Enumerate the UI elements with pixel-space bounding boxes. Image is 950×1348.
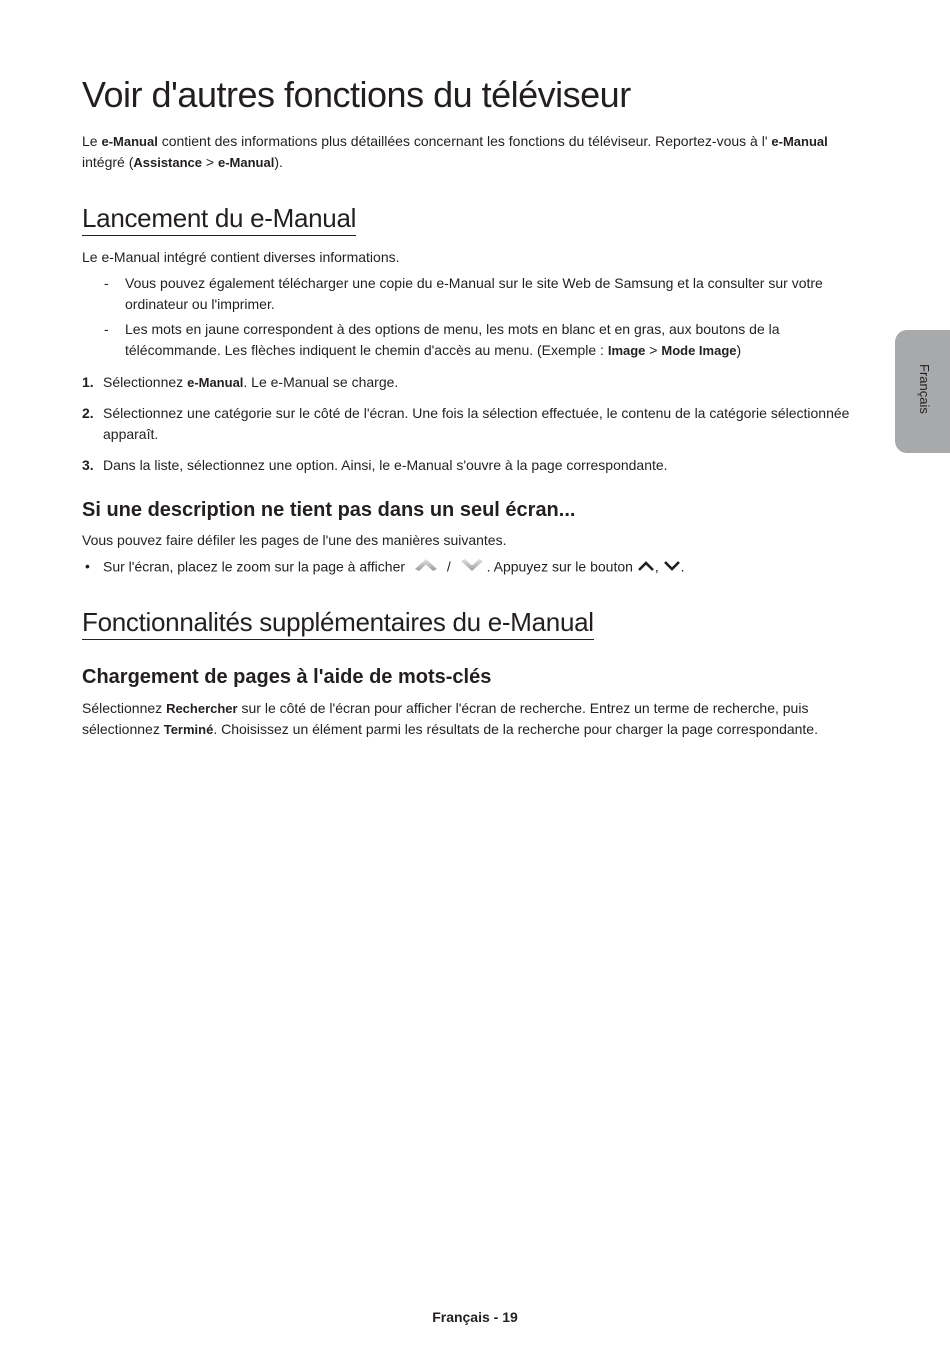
- scroll-bullet-pre: Sur l'écran, placez le zoom sur la page à afficher: [103, 558, 406, 575]
- dash-marker: -: [104, 275, 109, 291]
- scroll-bullet-slash: /: [446, 558, 451, 575]
- note-colors-bold-1: Image: [607, 343, 646, 358]
- chevron-down-icon: [459, 556, 485, 580]
- note-colors: [104, 319, 844, 361]
- scroll-bullet-comma: ,: [654, 558, 659, 575]
- section-heading-features: Fonctionnalités supplémentaires du e-Manual: [82, 607, 594, 640]
- page-title: Voir d'autres fonctions du téléviseur: [82, 74, 631, 115]
- intro-bold-4: e-Manual: [217, 155, 275, 170]
- step-2-text: Sélectionnez une catégorie sur le côté de l'écran. Une fois la sélection effectuée, le contenu de la catégorie sélectionnée apparaît.: [103, 405, 850, 442]
- step-1-post: . Le e-Manual se charge.: [243, 374, 399, 390]
- keywords-text-3: . Choisissez un élément parmi les résultats de la recherche pour charger la page correspondante.: [213, 721, 818, 737]
- step-1-pre: Sélectionnez: [103, 374, 188, 390]
- dash-marker: -: [104, 321, 109, 337]
- scroll-bullet-text: [103, 556, 684, 580]
- intro-text-1: Le: [82, 133, 102, 149]
- keywords-text-2: sur le côté de l'écran pour afficher l'écran de recherche. Entrez un terme de recherche, puis sélectionnez: [82, 700, 809, 737]
- note-colors-sep: >: [645, 342, 662, 358]
- language-side-tab-label: Français: [917, 364, 932, 414]
- keywords-paragraph: [82, 698, 852, 740]
- step-3: [82, 455, 852, 476]
- intro-text-2: contient des informations plus détaillées concernant les fonctions du téléviseur. Reportez-vous à l': [157, 133, 772, 149]
- step-1-text: [103, 372, 852, 393]
- section1-lead: Le e-Manual intégré contient diverses informations.: [82, 249, 400, 265]
- chevron-up-icon: [413, 556, 439, 580]
- intro-text-3: intégré (: [82, 154, 134, 170]
- step-number: 1.: [82, 374, 94, 390]
- step-2: [82, 403, 852, 445]
- note-colors-body: Les mots en jaune correspondent à des options de menu, les mots en blanc et en gras, aux boutons de la télécommande. Les flèches indiquent le chemin d'accès au menu. (Exemple :: [125, 321, 780, 358]
- keywords-text-1: Sélectionnez: [82, 700, 167, 716]
- note-colors-end: ): [736, 342, 742, 358]
- scroll-bullet: [82, 556, 852, 580]
- note-colors-text: [125, 319, 844, 361]
- language-side-tab: [895, 330, 950, 453]
- intro-text-4: >: [202, 154, 218, 170]
- step-1: [82, 372, 852, 393]
- bullet-marker: •: [85, 558, 90, 574]
- subheading-scroll: Si une description ne tient pas dans un seul écran...: [82, 499, 576, 521]
- note-colors-bold-2: Mode Image: [661, 343, 737, 358]
- intro-paragraph: [82, 131, 852, 173]
- scroll-bullet-end: .: [680, 558, 685, 575]
- scroll-lead: Vous pouvez faire défiler les pages de l'une des manières suivantes.: [82, 532, 507, 548]
- section-heading-launch: Lancement du e-Manual: [82, 203, 356, 236]
- step-number: 2.: [82, 405, 94, 421]
- intro-text-5: ).: [274, 154, 283, 170]
- keywords-bold-2: Terminé: [163, 722, 214, 737]
- intro-bold-3: Assistance: [133, 155, 203, 170]
- keywords-bold-1: Rechercher: [166, 701, 238, 716]
- step-1-bold: e-Manual: [187, 375, 244, 390]
- chevron-down-icon: [663, 558, 681, 579]
- step-number: 3.: [82, 457, 94, 473]
- intro-bold-1: e-Manual: [101, 134, 158, 149]
- note-download-text: Vous pouvez également télécharger une copie du e-Manual sur le site Web de Samsung et la consulter sur votre ordinateur ou l'imprimer.: [125, 275, 823, 312]
- intro-bold-2: e-Manual: [771, 134, 828, 149]
- subheading-keywords: Chargement de pages à l'aide de mots-clés: [82, 666, 492, 688]
- scroll-bullet-mid: . Appuyez sur le bouton: [486, 558, 633, 575]
- chevron-up-icon: [637, 558, 655, 579]
- page-footer: Français - 19: [432, 1309, 518, 1325]
- note-download: [104, 273, 844, 315]
- step-3-text: Dans la liste, sélectionnez une option. Ainsi, le e-Manual s'ouvre à la page correspondante.: [103, 457, 668, 473]
